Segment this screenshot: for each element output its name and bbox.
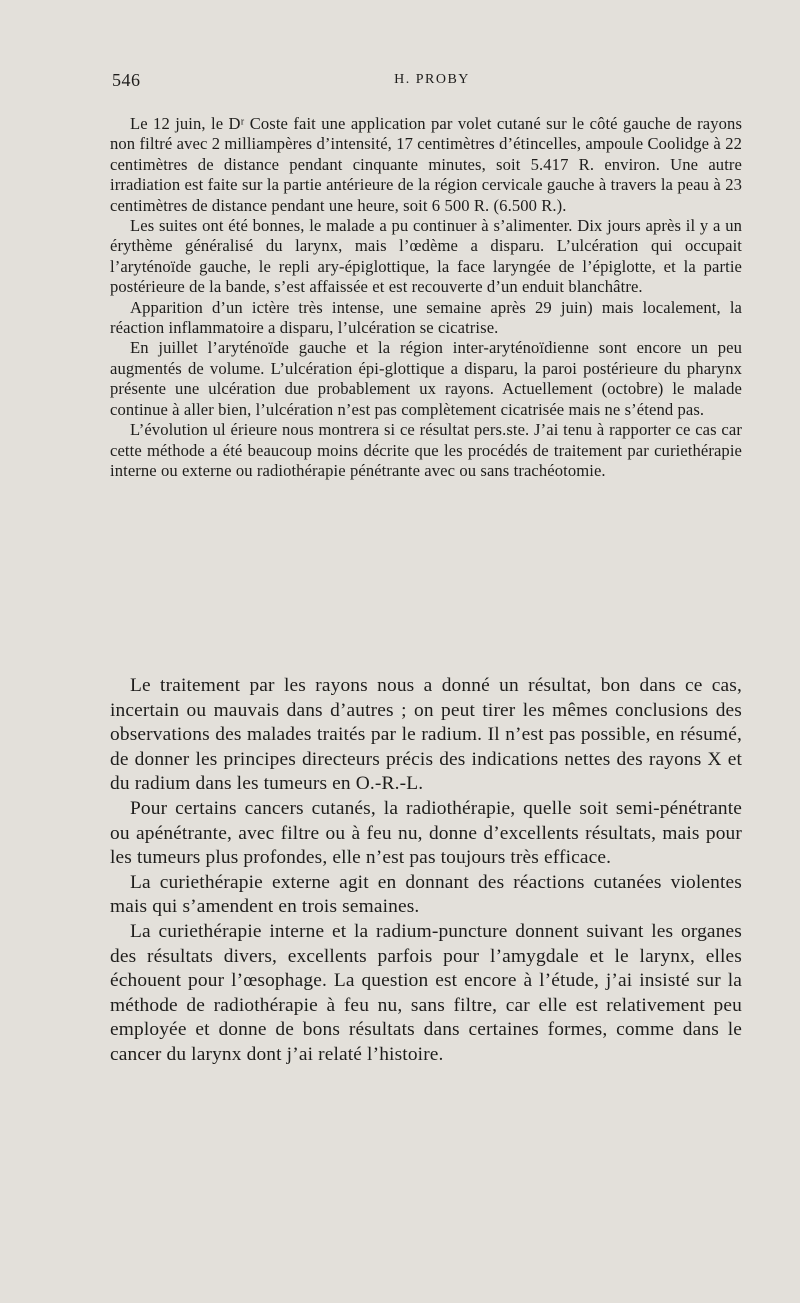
paragraph-external-curietherapy: La curiethérapie externe agit en donnant des réactions cutanées violentes mais qui s’amendent en trois semaines. bbox=[110, 871, 742, 918]
conclusions-section bbox=[110, 674, 742, 1068]
paragraph-jaundice: Apparition d’un ictère très intense, une semaine après 29 juin) mais localement, la réaction inflammatoire a disparu, l’ulcération se cicatrise. bbox=[110, 297, 742, 338]
running-title: H. PROBY bbox=[394, 72, 470, 87]
paragraph-july-status: En juillet l’aryténoïde gauche et la région inter-aryténoïdienne sont encore un peu augmentés de volume. L’ulcération épi-glottique a disparu, la paroi postérieure du pharynx présente une ulcération due probablement ux rayons. Actuellement (octobre) le malade continue à aller bien, l’ulcération n’est pas complètement cicatrisée mais ne s’étend pas. bbox=[110, 338, 742, 419]
paragraph-treatment-result: Le traitement par les rayons nous a donné un résultat, bon dans ce cas, incertain ou mauvais dans d’autres ; on peut tirer les mêmes conclusions des observations des malades traités par le radium. Il n’est pas possible, en résumé, de donner les principes directeurs précis des indications nettes des rayons X et du radium dans les tumeurs en O.-R.-L. bbox=[110, 675, 742, 795]
case-report-section bbox=[110, 114, 742, 481]
page-number: 546 bbox=[112, 70, 141, 90]
paragraph-evolution: L’évolution ul érieure nous montrera si ce résultat pers.ste. J’ai tenu à rapporter ce cas car cette méthode a été beaucoup moins décrite que les procédés de traitement par curiethérapie interne ou externe ou radiothérapie pénétrante avec ou sans trachéotomie. bbox=[110, 420, 742, 480]
paragraph-aftermath: Les suites ont été bonnes, le malade a pu continuer à s’alimenter. Dix jours après il y a un érythème généralisé du larynx, mais l’œdème a disparu. L’ulcération qui occupait l’aryténoïde gauche, le repli ary-épiglottique, la face laryngée de l’épiglotte, et la partie postérieure de la bande, s’est affaissée et est recouverte d’un enduit blanchâtre. bbox=[110, 216, 742, 297]
paragraph-cutaneous-cancers: Pour certains cancers cutanés, la radiothérapie, quelle soit semi-pénétrante ou apénétrante, avec filtre ou à feu nu, donne d’excellents résultats, mais pour les tumeurs plus profondes, elle n’est pas toujours très efficace. bbox=[110, 797, 742, 869]
paragraph-internal-curietherapy: La curiethérapie interne et la radium-puncture donnent suivant les organes des résultats divers, excellents parfois pour l’amygdale et le larynx, elles échouent pour l’œsophage. La question est encore à l’étude, j’ai insisté sur la méthode de radiothérapie à feu nu, sans filtre, car elle est relativement peu employée et donne de bons résultats dans certaines formes, comme dans le cancer du larynx dont j’ai relaté l’histoire. bbox=[110, 920, 742, 1065]
page-header bbox=[112, 70, 752, 96]
paragraph-june-irradiation: Le 12 juin, le Dʳ Coste fait une application par volet cutané sur le côté gauche de rayons non filtré avec 2 milliampères d’intensité, 17 centimètres d’étincelles, ampoule Coolidge à 22 centimètres de distance pendant cinquante minutes, soit 5.417 R. environ. Une autre irradiation est faite sur la partie antérieure de la région cervicale gauche à travers la peau à 23 centimètres de distance pendant une heure, soit 6 500 R. (6.500 R.). bbox=[110, 114, 742, 215]
